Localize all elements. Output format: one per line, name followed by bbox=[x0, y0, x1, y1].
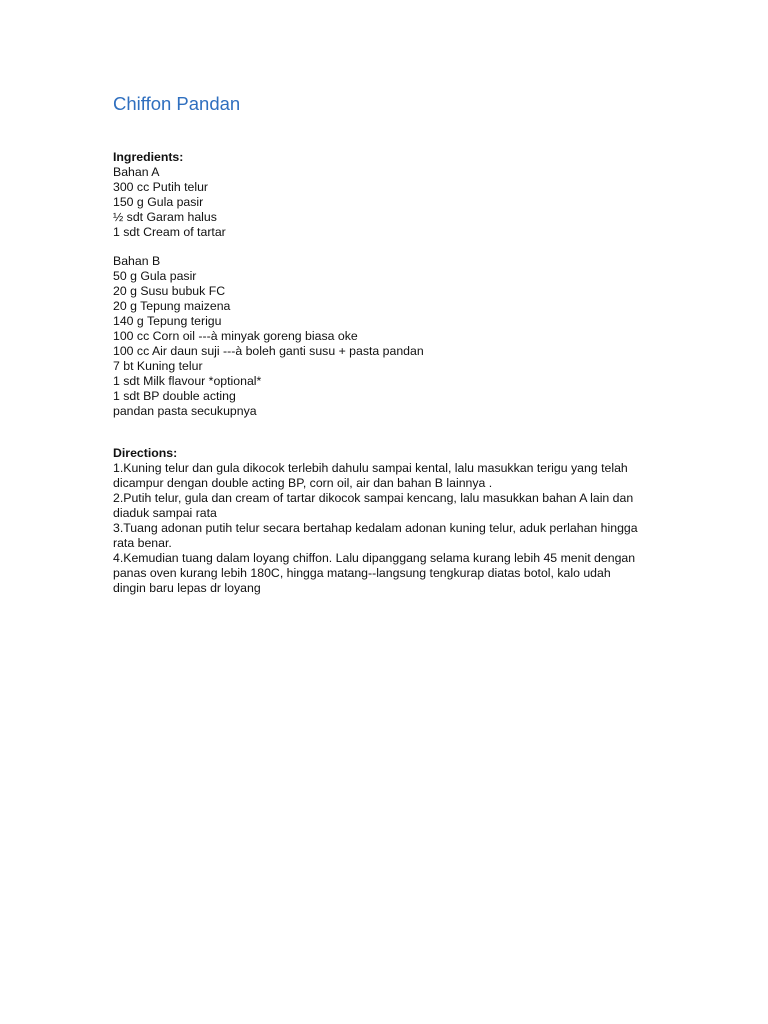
ingredient-group-label: Bahan B bbox=[113, 254, 161, 269]
ingredient-item: 1 sdt Milk flavour *optional* bbox=[113, 373, 262, 388]
direction-line: 4.Kemudian tuang dalam loyang chiffon. Lalu dipanggang selama kurang lebih 45 menit dengan bbox=[113, 550, 636, 565]
directions-heading: Directions: bbox=[113, 446, 178, 461]
directions-section bbox=[113, 446, 673, 595]
direction-line: diaduk sampai rata bbox=[113, 506, 217, 521]
direction-line: dingin baru lepas dr loyang bbox=[113, 580, 261, 595]
direction-step-2 bbox=[113, 491, 673, 521]
direction-step-1 bbox=[113, 461, 673, 491]
ingredient-item: 20 g Tepung maizena bbox=[113, 299, 231, 314]
ingredient-item: 150 g Gula pasir bbox=[113, 194, 204, 209]
recipe-title: Chiffon Pandan bbox=[113, 93, 241, 114]
ingredient-item: 1 sdt BP double acting bbox=[113, 388, 236, 403]
ingredient-item: ½ sdt Garam halus bbox=[113, 209, 217, 224]
ingredient-group-b bbox=[113, 254, 673, 418]
ingredient-group-label: Bahan A bbox=[113, 164, 160, 179]
ingredient-group-a bbox=[113, 165, 673, 240]
direction-line: 2.Putih telur, gula dan cream of tartar dikocok sampai kencang, lalu masukkan bahan A lain dan bbox=[113, 491, 634, 506]
direction-line: 3.Tuang adonan putih telur secara bertahap kedalam adonan kuning telur, aduk perlahan hingga bbox=[113, 520, 638, 535]
direction-line: dicampur dengan double acting BP, corn oil, air dan bahan B lainnya . bbox=[113, 476, 493, 491]
ingredients-heading: Ingredients: bbox=[113, 150, 184, 164]
direction-step-3 bbox=[113, 521, 673, 551]
ingredient-item: 140 g Tepung terigu bbox=[113, 314, 222, 329]
ingredient-item: pandan pasta secukupnya bbox=[113, 403, 257, 418]
direction-step-4 bbox=[113, 551, 673, 596]
spacer bbox=[113, 239, 673, 254]
direction-line: rata benar. bbox=[113, 535, 172, 550]
ingredient-item: 100 cc Air daun suji ---à boleh ganti susu + pasta pandan bbox=[113, 343, 424, 358]
direction-line: panas oven kurang lebih 180C, hingga matang--langsung tengkurap diatas botol, kalo udah bbox=[113, 565, 611, 580]
ingredient-item: 300 cc Putih telur bbox=[113, 179, 209, 194]
ingredient-item: 100 cc Corn oil ---à minyak goreng biasa oke bbox=[113, 328, 358, 343]
ingredient-item: 50 g Gula pasir bbox=[113, 269, 197, 284]
ingredient-item: 20 g Susu bubuk FC bbox=[113, 284, 226, 299]
direction-line: 1.Kuning telur dan gula dikocok terlebih dahulu sampai kental, lalu masukkan terigu yang telah bbox=[113, 461, 628, 476]
ingredient-item: 7 bt Kuning telur bbox=[113, 358, 203, 373]
recipe-page bbox=[113, 92, 673, 595]
ingredients-section bbox=[113, 150, 673, 418]
spacer bbox=[113, 418, 673, 446]
ingredient-item: 1 sdt Cream of tartar bbox=[113, 224, 226, 239]
